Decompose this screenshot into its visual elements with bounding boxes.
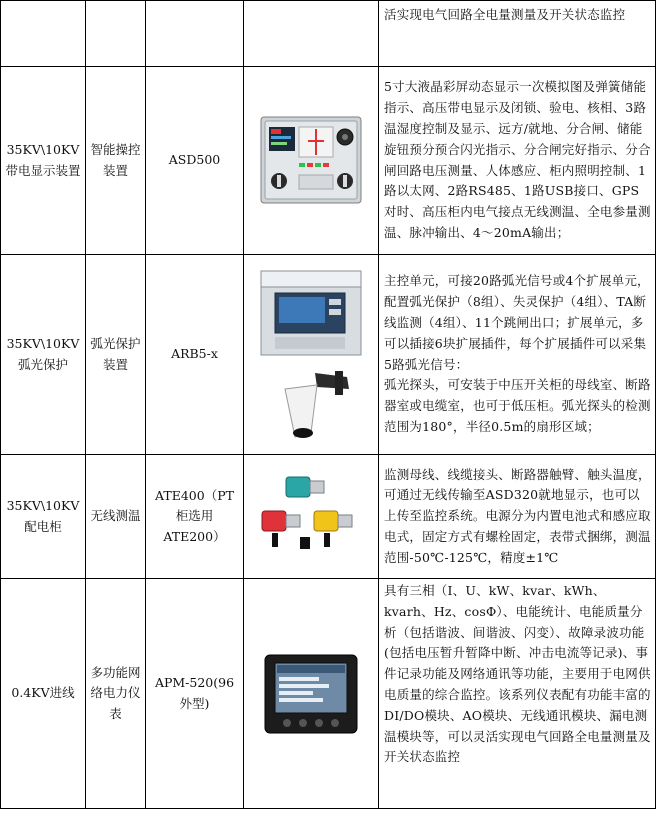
table-row — [1, 67, 656, 255]
image-cell — [244, 1, 379, 67]
table-row — [1, 255, 656, 455]
model-cell: ATE400（PT柜选用ATE200） — [146, 455, 244, 579]
description-text: 5寸大液晶彩屏动态显示一次模拟图及弹簧储能指示、高压带电显示及闭锁、验电、核相、3路温湿度控制及显示、远方/就地、分合闸、储能旋钮预分预合闪光指示、分合闸完好指示、分合闸回路电压测量、人体感应、柜内照明控制、1路以太网、2路RS485、1路USB接口、GPS对时、高压柜内电气接点无线测温、全电参量测温、脉冲输出、4～20mA输出； — [384, 79, 651, 240]
arc-protection-device-image — [255, 265, 367, 445]
type-cell: 弧光保护装置 — [86, 255, 146, 455]
image-cell — [244, 579, 379, 809]
description-text: 弧光探头，可安装于中压开关柜的母线室、断路器室或电缆室，也可于低压柜。弧光探头的检测范围为180°，半径0.5m的扇形区域； — [384, 377, 651, 434]
description-text: 具有三相（I、U、kW、kvar、kWh、kvarh、Hz、cosΦ）、电能统计、电能质量分析（包括谐波、间谐波、闪变）、故障录波功能(包括电压暂升暂降中断、冲击电流等记录)、事件记录功能及网络通讯等功能，主要用于电网供电质量的综合监控。该系列仪表配有功能丰富的DI/DO模块、AO模块、无线通讯模块、漏电测温模块等，可以灵活实现电气回路全电量测量及开关状态监控 — [384, 583, 651, 765]
table-row — [1, 455, 656, 579]
wireless-temperature-sensors-image — [256, 467, 366, 567]
model-cell — [146, 1, 244, 67]
table-row — [1, 1, 656, 67]
image-cell — [244, 455, 379, 579]
multifunction-power-meter-image — [263, 653, 359, 735]
location-cell: 35KV\10KV带电显示装置 — [1, 67, 86, 255]
description-cell — [379, 455, 656, 579]
model-cell: ARB5-x — [146, 255, 244, 455]
image-cell — [244, 67, 379, 255]
location-cell: 0.4KV进线 — [1, 579, 86, 809]
description-text: 活实现电气回路全电量测量及开关状态监控 — [384, 7, 626, 22]
location-cell: 35KV\10KV配电柜 — [1, 455, 86, 579]
description-text: 主控单元，可接20路弧光信号或4个扩展单元，配置弧光保护（8组）、失灵保护（4组）、TA断线监测（4组）、11个跳闸出口；扩展单元，多可以插接6块扩展插件，每个扩展插件可以采集5路弧光信号： — [384, 273, 650, 372]
model-cell: ASD500 — [146, 67, 244, 255]
image-cell — [244, 255, 379, 455]
table-row — [1, 579, 656, 809]
description-cell — [379, 1, 656, 67]
type-cell: 无线测温 — [86, 455, 146, 579]
location-cell — [1, 1, 86, 67]
model-cell: APM-520(96外型) — [146, 579, 244, 809]
description-cell — [379, 67, 656, 255]
description-text: 监测母线、线缆接头、断路器触臂、触头温度，可通过无线传输至ASD320就地显示，也可以上传至监控系统。电源分为内置电池式和感应取电式，固定方式有螺栓固定，表带式捆绑，测温范围-50℃-125℃，精度±1℃ — [384, 466, 651, 565]
description-cell — [379, 579, 656, 809]
type-cell: 智能操控装置 — [86, 67, 146, 255]
description-cell — [379, 255, 656, 455]
type-cell: 多功能网络电力仪表 — [86, 579, 146, 809]
type-cell — [86, 1, 146, 67]
location-cell: 35KV\10KV弧光保护 — [1, 255, 86, 455]
smart-control-device-image — [259, 113, 363, 209]
